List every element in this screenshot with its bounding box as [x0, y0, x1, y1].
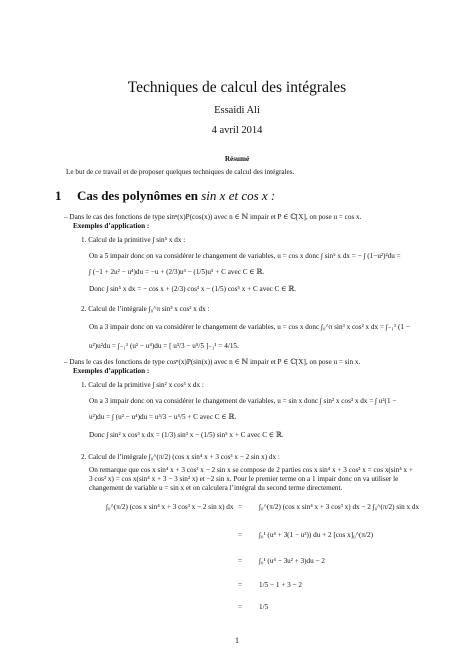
- list-item: 1. Calcul de la primitive ∫ sin² x cos³ x dx :: [81, 381, 204, 389]
- equals-sign: =: [238, 503, 243, 511]
- body-line: Donc ∫ sin⁵ x dx = − cos x + (2/3) cos³ x − (1/5) cos⁵ x + C avec C ∈ ℝ.: [89, 285, 296, 293]
- body-line: On a 3 impair donc on va considérer le changement de variables, u = cos x donc ∫₀^π sin³ x cos² x dx = ∫₋₁¹ (1 −: [89, 323, 410, 331]
- list-item: 1. Calcul de la primitive ∫ sin⁵ x dx :: [81, 236, 186, 244]
- body-line: u²)u²du = ∫₋₁¹ (u² − u⁴)du = [ u³/3 − u⁵/5 ]₋₁¹ = 4/15.: [89, 342, 239, 350]
- equation-step: ∫₀¹ (u⁴ − 3u² + 3)du − 2: [259, 557, 325, 565]
- body-line: changement de variable u = sin x et on calculera l’intégral du second terme directement.: [89, 484, 343, 492]
- body-line: On remarque que cos x sin⁴ x + 3 cos³ x − 2 sin x se compose de 2 parties cos x sin⁴ x + 3 cos³ x = cos x(sin⁴ x +: [89, 466, 413, 474]
- abstract-heading: Résumé: [224, 155, 250, 163]
- equals-sign: =: [238, 531, 243, 539]
- equation-step: 1/5 − 1 + 3 − 2: [259, 581, 302, 589]
- section-heading-text: Cas des polynômes en: [77, 188, 198, 203]
- author: Essaidi Ali: [214, 105, 260, 116]
- body-line: – Dans le cas des fonctions de type sinⁿ(x)P(cos(x)) avec n ∈ ℕ impair et P ∈ ℂ[X], on pose u = cos x.: [64, 213, 362, 221]
- examples-heading: Exemples d’application :: [73, 222, 150, 230]
- equals-sign: =: [238, 603, 243, 611]
- equals-sign: =: [238, 581, 243, 589]
- body-line: Donc ∫ sin² x cos³ x dx = (1/3) sin³ x − (1/5) sin⁵ x + C avec C ∈ ℝ.: [89, 431, 284, 439]
- abstract-text: Le but de ce travail et de proposer quelques techniques de calcul des intégrales.: [66, 168, 295, 176]
- page-number: 1: [235, 636, 239, 645]
- equation-step: 1/5: [259, 603, 269, 611]
- equation-step: ∫₀¹ (u⁴ + 3(1 − u²)) du + 2 [cos x]₀^(π/2): [259, 531, 373, 539]
- body-line: On a 5 impair donc on va considérer le changement de variables, u = cos x donc ∫ sin⁵ x dx = − ∫ (1−u²)²du =: [89, 252, 401, 260]
- equation-step: ∫₀^(π/2) (cos x sin⁴ x + 3 cos³ x) dx − 2 ∫₀^(π/2) sin x dx: [259, 503, 420, 511]
- equation-lhs: ∫₀^(π/2) (cos x sin⁴ x + 3 cos³ x − 2 sin x) dx: [106, 503, 234, 511]
- body-line: ∫ (−1 + 2u² − u⁴)du = −u + (2/3)u³ − (1/5)u⁵ + C avec C ∈ ℝ.: [89, 268, 265, 276]
- document-title: Techniques de calcul des intégrales: [127, 79, 347, 96]
- section-heading-math: sin x et cos x :: [201, 188, 276, 203]
- body-line: On a 3 impair donc on va considérer le changement de variables, u = sin x donc ∫ sin² x cos³ x dx = ∫ u²(1 −: [89, 397, 397, 405]
- body-line: 3 cos² x) = cos x(sin⁴ x + 3 − 3 sin² x) et −2 sin x. Pour le premier terme on a 1 impair donc on va utiliser le: [89, 475, 399, 483]
- section-heading: [55, 188, 275, 204]
- examples-heading: Exemples d’application :: [73, 367, 150, 375]
- section-number: 1: [55, 188, 62, 203]
- equals-sign: =: [238, 557, 243, 565]
- body-line: – Dans le cas des fonctions de type cosⁿ(x)P(sin(x)) avec n ∈ ℕ impair et P ∈ ℂ[X], on pose u = sin x.: [64, 358, 361, 366]
- list-item: 2. Calcul de l’intégrale ∫₀^π sin³ x cos² x dx :: [81, 305, 210, 313]
- list-item: 2. Calcul de l’intégrale ∫₀^(π/2) (cos x sin⁴ x + 3 cos³ x − 2 sin x) dx :: [81, 453, 280, 461]
- body-line: u²)du = ∫ (u² − u⁴)du = u³/3 − u⁵/5 + C avec C ∈ ℝ.: [89, 413, 237, 421]
- date: 4 avril 2014: [211, 125, 263, 136]
